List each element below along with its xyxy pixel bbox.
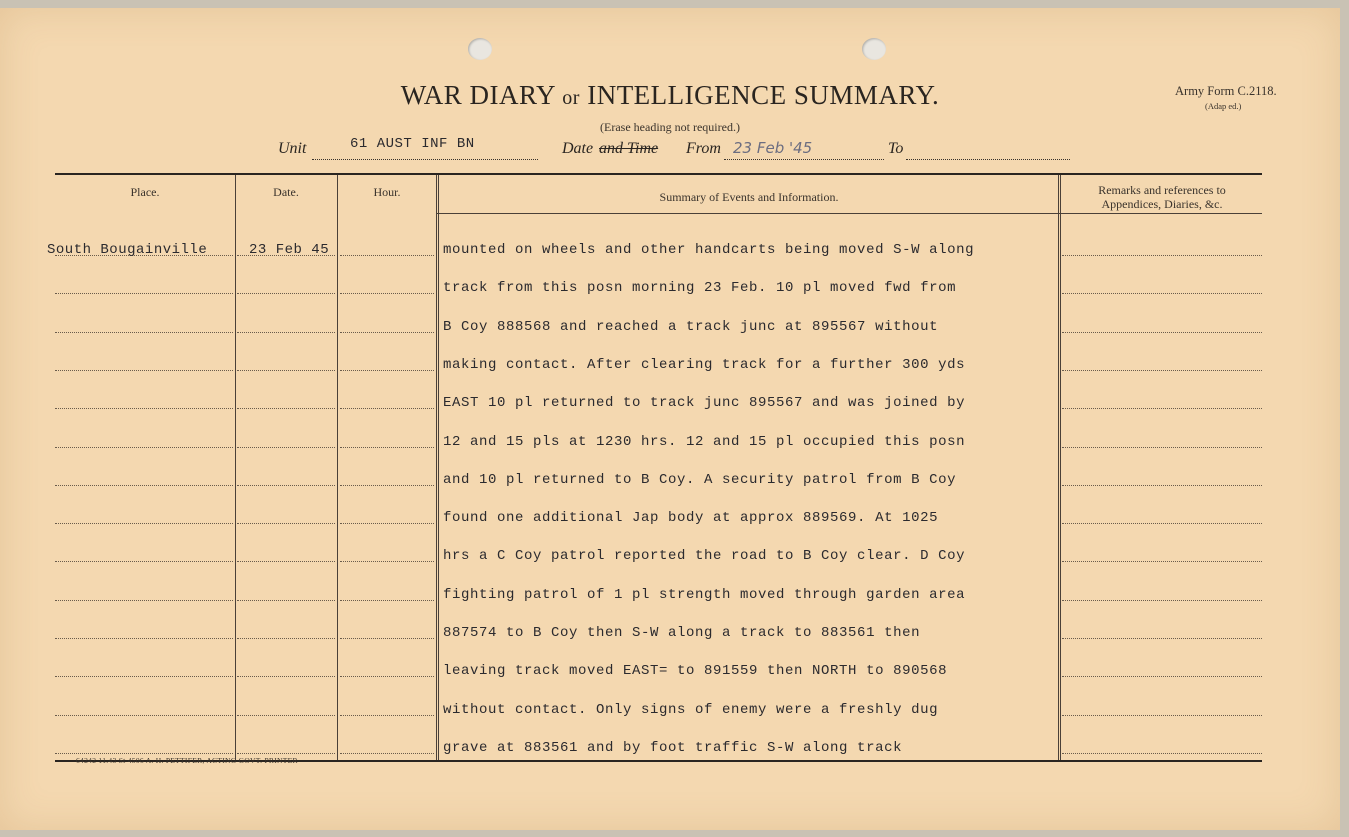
from-value: 23 Feb '45 bbox=[733, 139, 813, 157]
col-divider bbox=[235, 175, 236, 760]
and-time-label: and Time bbox=[599, 140, 659, 157]
summary-line: 887574 to B Coy then S-W along a track to 883561 then bbox=[443, 625, 921, 641]
title-war-diary: WAR DIARY bbox=[400, 80, 556, 110]
row-rule bbox=[55, 523, 233, 524]
row-rule bbox=[1062, 676, 1262, 677]
row-rule bbox=[1062, 523, 1262, 524]
diary-page bbox=[0, 8, 1340, 830]
summary-line: track from this posn morning 23 Feb. 10 pl moved fwd from bbox=[443, 280, 957, 297]
row-rule bbox=[1062, 408, 1262, 409]
row-rule bbox=[340, 447, 434, 448]
row-rule bbox=[340, 523, 434, 524]
col-divider bbox=[436, 175, 439, 760]
row-rule bbox=[1062, 753, 1262, 754]
summary-line: and 10 pl returned to B Coy. A security patrol from B Coy bbox=[443, 471, 957, 488]
col-header-summary: Summary of Events and Information. bbox=[659, 190, 839, 204]
date-label: Date bbox=[562, 140, 594, 157]
unit-value: 61 AUST INF BN bbox=[350, 136, 475, 152]
col-divider bbox=[337, 175, 338, 760]
row-rule bbox=[237, 408, 335, 409]
row-rule bbox=[340, 332, 434, 333]
to-rule bbox=[906, 159, 1070, 160]
row-rule bbox=[340, 561, 434, 562]
row-rule bbox=[55, 293, 233, 294]
row-rule bbox=[55, 485, 233, 486]
col-divider bbox=[1058, 175, 1061, 760]
row-rule bbox=[340, 600, 434, 601]
header-separator bbox=[436, 213, 1262, 214]
army-form-ref: Army Form C.2118. bbox=[1175, 84, 1277, 98]
unit-rule bbox=[312, 159, 538, 160]
row-rule bbox=[1062, 715, 1262, 716]
summary-line: 12 and 15 pls at 1230 hrs. 12 and 15 pl occupied this posn bbox=[443, 433, 966, 450]
summary-line: fighting patrol of 1 pl strength moved through garden area bbox=[443, 586, 966, 603]
row-rule bbox=[237, 600, 335, 601]
col-header-place: Place. bbox=[130, 185, 160, 199]
to-label: To bbox=[888, 140, 904, 157]
row-rule bbox=[340, 255, 434, 256]
unit-label: Unit bbox=[278, 140, 307, 157]
row-rule bbox=[1062, 600, 1262, 601]
row-rule bbox=[55, 600, 233, 601]
row-rule bbox=[237, 753, 335, 754]
row-rule bbox=[340, 485, 434, 486]
summary-line: B Coy 888568 and reached a track junc at 895567 without bbox=[443, 318, 939, 335]
row-rule bbox=[340, 753, 434, 754]
row-rule bbox=[237, 447, 335, 448]
from-rule bbox=[724, 159, 884, 160]
row-rule bbox=[237, 485, 335, 486]
title-intelligence-summary: INTELLIGENCE SUMMARY. bbox=[587, 80, 940, 110]
row-rule bbox=[1062, 447, 1262, 448]
row-rule bbox=[340, 676, 434, 677]
row-rule bbox=[237, 332, 335, 333]
row-rule bbox=[55, 408, 233, 409]
remarks-line-1: Remarks and references to bbox=[1098, 183, 1226, 197]
row-rule bbox=[237, 293, 335, 294]
summary-line: leaving track moved EAST= to 891559 then NORTH to 890568 bbox=[443, 663, 948, 680]
row-rule bbox=[340, 293, 434, 294]
row-rule bbox=[340, 408, 434, 409]
summary-line: making contact. After clearing track for a further 300 yds bbox=[443, 356, 966, 373]
row-rule bbox=[1062, 561, 1262, 562]
row-rule bbox=[1062, 293, 1262, 294]
diary-table bbox=[47, 173, 1262, 762]
row-rule bbox=[340, 638, 434, 639]
row-rule bbox=[237, 676, 335, 677]
row-rule bbox=[237, 370, 335, 371]
row-rule bbox=[1062, 638, 1262, 639]
form-subtitle: (Erase heading not required.) bbox=[600, 120, 740, 134]
punch-hole bbox=[862, 38, 886, 60]
printer-imprint: 64242 11.43 St 4506 A. H. PETTIFER, ACTING GOVT. PRINTER bbox=[76, 756, 298, 765]
col-header-date: Date. bbox=[273, 185, 299, 199]
row-rule bbox=[237, 523, 335, 524]
title-or: or bbox=[562, 87, 580, 109]
row-rule bbox=[1062, 255, 1262, 256]
row-rule bbox=[1062, 370, 1262, 371]
row-rule bbox=[55, 753, 233, 754]
summary-line: mounted on wheels and other handcarts being moved S-W along bbox=[443, 242, 975, 258]
row-rule bbox=[55, 561, 233, 562]
col-header-remarks bbox=[1062, 183, 1262, 211]
row-rule bbox=[340, 370, 434, 371]
entry-date: 23 Feb 45 bbox=[249, 242, 330, 258]
row-rule bbox=[55, 676, 233, 677]
summary-line: grave at 883561 and by foot traffic S-W along track bbox=[443, 739, 903, 756]
entry-place: South Bougainville bbox=[47, 242, 208, 258]
row-rule bbox=[340, 715, 434, 716]
row-rule bbox=[237, 561, 335, 562]
row-rule bbox=[55, 370, 233, 371]
row-rule bbox=[55, 715, 233, 716]
row-rule bbox=[55, 638, 233, 639]
row-rule bbox=[1062, 332, 1262, 333]
row-rule bbox=[1062, 485, 1262, 486]
punch-hole bbox=[468, 38, 492, 60]
summary-line: found one additional Jap body at approx 889569. At 1025 bbox=[443, 510, 939, 527]
remarks-line-2: Appendices, Diaries, &c. bbox=[1101, 197, 1223, 211]
row-rule bbox=[55, 332, 233, 333]
summary-line: hrs a C Coy patrol reported the road to B Coy clear. D Coy bbox=[443, 548, 966, 565]
army-form-note: (Adap ed.) bbox=[1205, 101, 1242, 111]
row-rule bbox=[55, 447, 233, 448]
summary-line: EAST 10 pl returned to track junc 895567 and was joined by bbox=[443, 395, 966, 412]
row-rule bbox=[237, 715, 335, 716]
form-title bbox=[0, 80, 1340, 111]
summary-line: without contact. Only signs of enemy were a freshly dug bbox=[443, 701, 939, 718]
col-header-hour: Hour. bbox=[373, 185, 401, 199]
row-rule bbox=[237, 638, 335, 639]
from-label: From bbox=[686, 140, 721, 157]
